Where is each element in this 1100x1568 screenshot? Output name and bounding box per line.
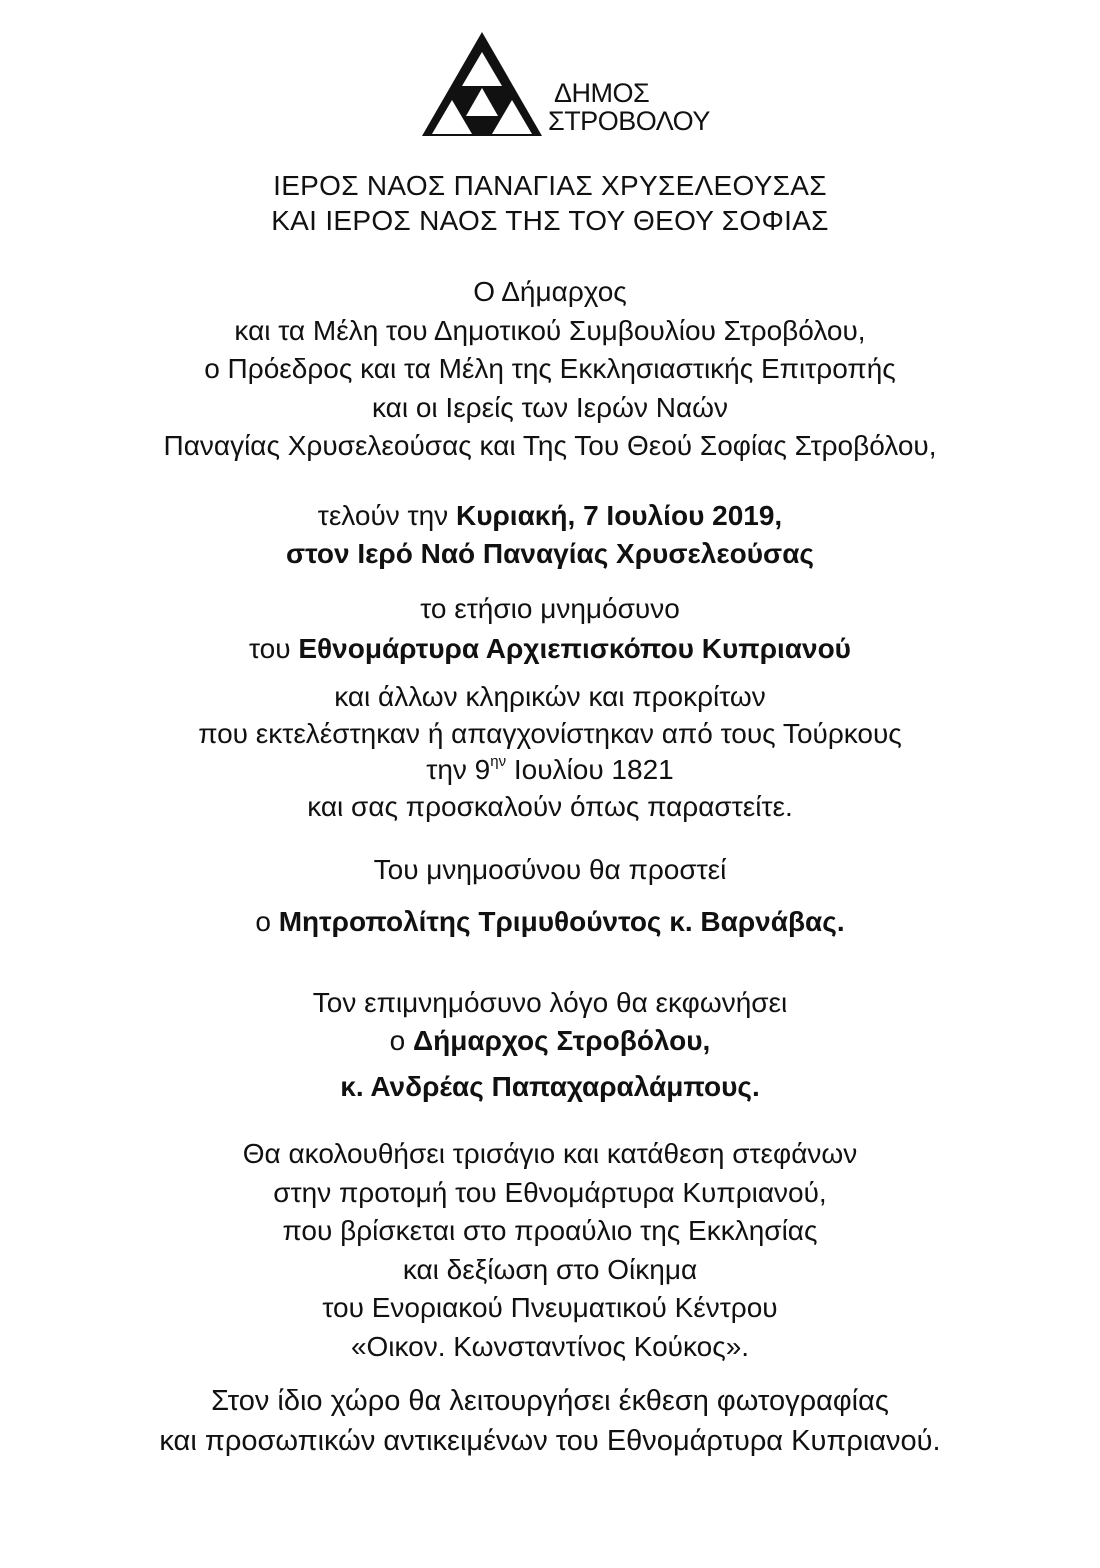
others-line: και σας προσκαλούν όπως παραστείτε. [307, 790, 793, 822]
memorial-line: το ετήσιο μνημόσυνο [420, 593, 680, 624]
title-line: ΙΕΡΟΣ ΝΑΟΣ ΠΑΝΑΓΙΑΣ ΧΡΥΣΕΛΕΟΥΣΑΣ [273, 170, 827, 201]
memorial-paragraph [0, 589, 1100, 669]
logo-line-1: ΔΗΜΟΣ [554, 78, 650, 108]
logo-line-2: ΣΤΡΟΒΟΛΟΥ [548, 106, 710, 136]
presider-line [0, 903, 1100, 941]
title-line: ΚΑΙ ΙΕΡΟΣ ΝΑΟΣ ΤΗΣ ΤΟΥ ΘΕΟΥ ΣΟΦΙΑΣ [271, 205, 829, 236]
followup-line: «Οικον. Κωνσταντίνος Κούκος». [350, 1330, 750, 1362]
event-place: στον Ιερό Ναό Παναγίας Χρυσελεούσας [286, 538, 814, 569]
hosts-paragraph [0, 273, 1100, 466]
hosts-line: και τα Μέλη του Δημοτικού Συμβουλίου Στροβόλου, [234, 314, 866, 346]
church-title [0, 168, 1100, 238]
presider-paragraph [0, 903, 1100, 941]
followup-line: στην προτομή του Εθνομάρτυρα Κυπριανού, [273, 1176, 827, 1208]
followup-line: Θα ακολουθήσει τρισάγιο και κατάθεση στεφάνων [242, 1138, 858, 1169]
municipality-logo [420, 30, 720, 140]
followup-line: του Ενοριακού Πνευματικού Κέντρου [322, 1292, 778, 1323]
speech-paragraph [0, 984, 1100, 1060]
exhibit-line: Στον ίδιο χώρο θα λειτουργήσει έκθεση φωτογραφίας [211, 1385, 889, 1417]
date-place [0, 497, 1100, 573]
speech-prefix: ο [389, 1025, 414, 1056]
speech-role: Δήμαρχος Στροβόλου, [413, 1025, 711, 1056]
historic-date-prefix: την 9 [426, 754, 491, 785]
presides-line: Του μνημοσύνου θα προστεί [373, 854, 727, 885]
presides-paragraph [0, 851, 1100, 889]
hosts-line: Παναγίας Χρυσελεούσας και Της Του Θεού Σοφίας Στροβόλου, [163, 430, 937, 461]
date-prefix: τελούν την [317, 500, 456, 531]
followup-line: και δεξίωση στο Οίκημα [402, 1253, 698, 1285]
event-date: Κυριακή, 7 Ιουλίου 2019, [455, 500, 783, 531]
followup-paragraph [0, 1135, 1100, 1366]
presider-name: Μητροπολίτης Τριμυθούντος κ. Βαρνάβας. [278, 906, 845, 937]
others-paragraph [0, 679, 1100, 825]
others-line: που εκτελέστηκαν ή απαγχονίστηκαν από τους Τούρκους [198, 717, 902, 749]
presider-prefix: ο [255, 906, 279, 937]
date-line [0, 497, 1100, 535]
triangle-logo-icon [420, 30, 560, 140]
hosts-line: Ο Δήμαρχος [473, 276, 627, 307]
exhibit-paragraph [0, 1381, 1100, 1461]
hosts-line: ο Πρόεδρος και τα Μέλη της Εκκλησιαστικής Επιτροπής [204, 353, 896, 384]
exhibit-line: και προσωπικών αντικειμένων του Εθνομάρτυρα Κυπριανού. [159, 1425, 941, 1457]
speech-line: Τον επιμνημόσυνο λόγο θα εκφωνήσει [312, 987, 788, 1018]
memorial-prefix: του [249, 633, 299, 664]
followup-line: που βρίσκεται στο προαύλιο της Εκκλησίας [282, 1215, 818, 1246]
memorial-name: Εθνομάρτυρα Αρχιεπισκόπου Κυπριανού [298, 633, 851, 664]
speaker-paragraph [0, 1068, 1100, 1106]
historic-date-suffix: Ιουλίου 1821 [506, 754, 674, 785]
ordinal-suffix: ην [490, 753, 507, 770]
hosts-line: και οι Ιερείς των Ιερών Ναών [372, 391, 728, 423]
speech-role-line [0, 1022, 1100, 1060]
historic-date-line [0, 752, 1100, 789]
memorial-name-line [0, 629, 1100, 669]
others-line: και άλλων κληρικών και προκρίτων [334, 681, 766, 712]
speaker-name: κ. Ανδρέας Παπαχαραλάμπους. [340, 1071, 760, 1102]
